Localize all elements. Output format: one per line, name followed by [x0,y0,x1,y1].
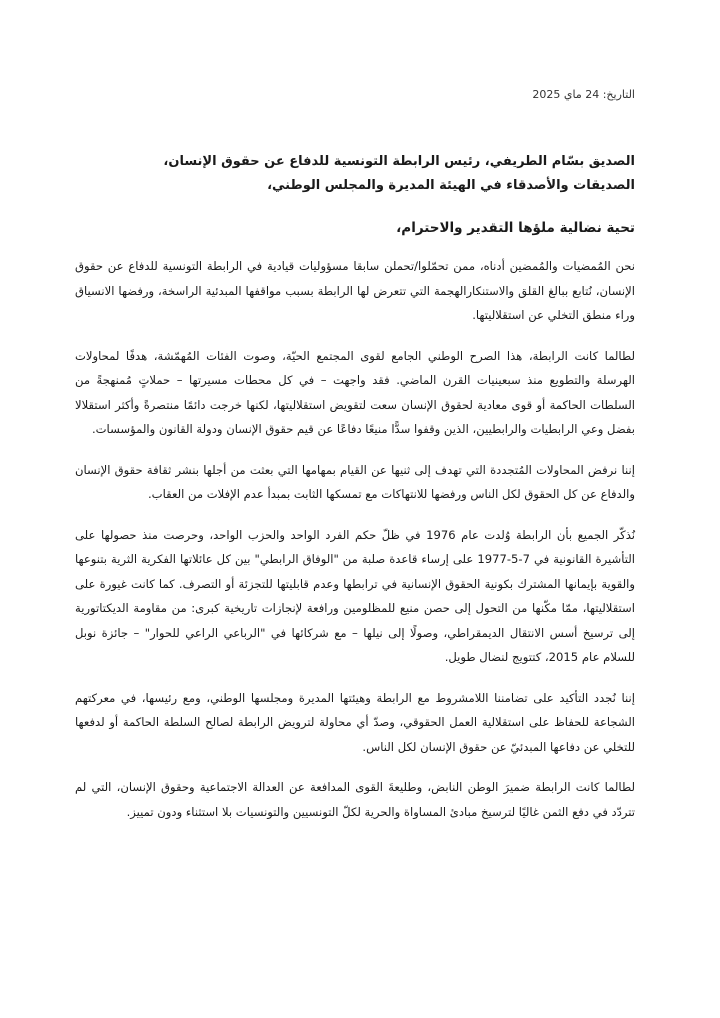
addressee-line: الصديق بسّام الطريفي، رئيس الرابطة التونسية للدفاع عن حقوق الإنسان، [163,154,635,169]
addressees-block [75,150,635,198]
greeting: تحية نضالية ملؤها التقدير والاحترام، [396,220,635,236]
body-paragraph: إننا نرفض المحاولات المُتجددة التي تهدف إلى ثنيها عن القيام بمهامها التي بعثت من أجلها بنشر ثقافة حقوق الإنسان والدفاع عن كل الحقوق لكل الناس ورفضها للانتهاكات مع تمسكها الثابت بمبدأ عدم الإفلات من العقاب. [75,462,635,501]
body-paragraph: لطالما كانت الرابطة ضميرَ الوطن النابض، وطليعةَ القوى المدافعة عن العدالة الاجتماعية وحقوق الإنسان، التي لم تتردّد في دفع الثمن غاليًا لترسيخ مبادئ المساواة والحرية لكلّ التونسيين والتونسيات بلا استثناء ودون تمييز. [75,780,635,819]
body-paragraph: نحن المُمضيات والمُمضين أدناه، ممن تحمّلوا/تحملن سابقا مسؤوليات قيادية في الرابطة التونسية للدفاع عن حقوق الإنسان، نُتابع ببالغ القلق والاستنكارالهجمة التي تتعرض لها الرابطة بسبب مواقفها المبدئية الراسخة، ورفضها الانسياق وراء منطق التخلي عن استقلاليتها. [75,259,635,322]
letter-body [75,254,635,840]
body-paragraph: لطالما كانت الرابطة، هذا الصرح الوطني الجامع لقوى المجتمع الحيّة، وصوت الفئات المُهمّشة، هدفًا لمحاولات الهرسلة والتطويع منذ سبعينيات القرن الماضي. فقد واجهت – في كل محطات مسيرتها – حملاتٍ مُمنهجةً من السلطات الحاكمة أو قوى معادية لحقوق الإنسان سعت لتقويض استقلاليتها، لكنها خرجت دائمًا منتصرةً وأكثر استقلالا بفضل وعي الرابطيات والرابطيين، الذين وقفوا سدًّا منيعًا دفاعًا عن قيم حقوق الإنسان ودولة القانون والمؤسسات. [75,348,635,436]
letter-date: التاريخ: 24 ماي 2025 [532,88,635,101]
body-paragraph: نُذكّر الجميع بأن الرابطة وُلدت عام 1976 في ظلّ حكم الفرد الواحد والحزب الواحد، وحرصت منذ حصولها على التأشيرة القانونية في 7-5-1977 على إرساء قاعدة صلبة من "الوفاق الرابطي" بين كل عائلاتها الفكرية الثرية بتنوعها والقوية بإيمانها المشترك بكونية الحقوق الإنسانية في ترابطها وعدم قابليتها للتجزئة أو التصرف. كما كانت غيورة على استقلاليتها، ممّا مكّنها من التحول إلى حصن منيع للمظلومين ورافعة لإنجازات تاريخية كبرى: من مقاومة الديكتاتورية إلى ترسيخ أسس الانتقال الديمقراطي، وصولًا إلى نيلها – مع شركائها في "الرباعي الراعي للحوار" – جائزة نوبل للسلام عام 2015، كتتويج لنضال طويل. [75,527,636,664]
addressee-line: الصديقات والأصدقاء في الهيئة المديرة والمجلس الوطني، [267,178,635,193]
body-paragraph: إننا نُجدد التأكيد على تضامننا اللامشروط مع الرابطة وهيئتها المديرة ومجلسها الوطني، ومع رئيسها، في معركتهم الشجاعة للحفاظ على استقلالية العمل الحقوقي، وصدّ أي محاولة لترويض الرابطة لصالح السلطة الحاكمة أو لدفعها للتخلي عن دفاعها المبدئيّ عن حقوق الإنسان لكل الناس. [75,690,635,754]
